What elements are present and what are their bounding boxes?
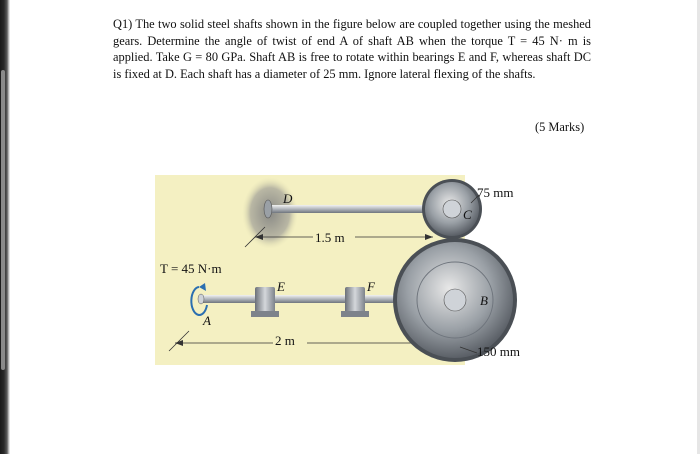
label-e: E (277, 279, 285, 294)
scrollbar-thumb[interactable] (1, 70, 5, 370)
radius-c-label: 75 mm (477, 185, 514, 200)
label-d: D (283, 191, 293, 206)
figure-svg (155, 175, 540, 365)
shaft-dc (267, 205, 445, 213)
marks-label: (5 Marks) (535, 120, 585, 134)
torque-label: T = 45 N·m (160, 261, 222, 276)
label-c: C (463, 207, 472, 222)
length-ab-label: 2 m (275, 333, 295, 348)
label-b: B (480, 293, 488, 308)
gear-c (422, 179, 482, 239)
question-text: Q1) The two solid steel shafts shown in the figure below are coupled together using the meshed gears. Determine the angle of twist of end A of shaft AB when the torque T = 45 N· m is applied. Take G = 80 GPa. Shaft AB is free to rotate within bearings E and F, whereas shaft DC is fixed at D. Each shaft has a diameter of 25 mm. Ignore lateral flexing of the shafts. (113, 17, 591, 81)
label-a: A (203, 313, 211, 328)
radius-b-label: 150 mm (477, 344, 520, 359)
bearing-e (251, 287, 279, 317)
window-edge-scrollbar[interactable] (0, 0, 10, 454)
length-dc-label: 1.5 m (315, 230, 345, 245)
bearing-f (341, 287, 369, 317)
label-f: F (367, 279, 375, 294)
gear-shaft-figure (155, 175, 540, 365)
